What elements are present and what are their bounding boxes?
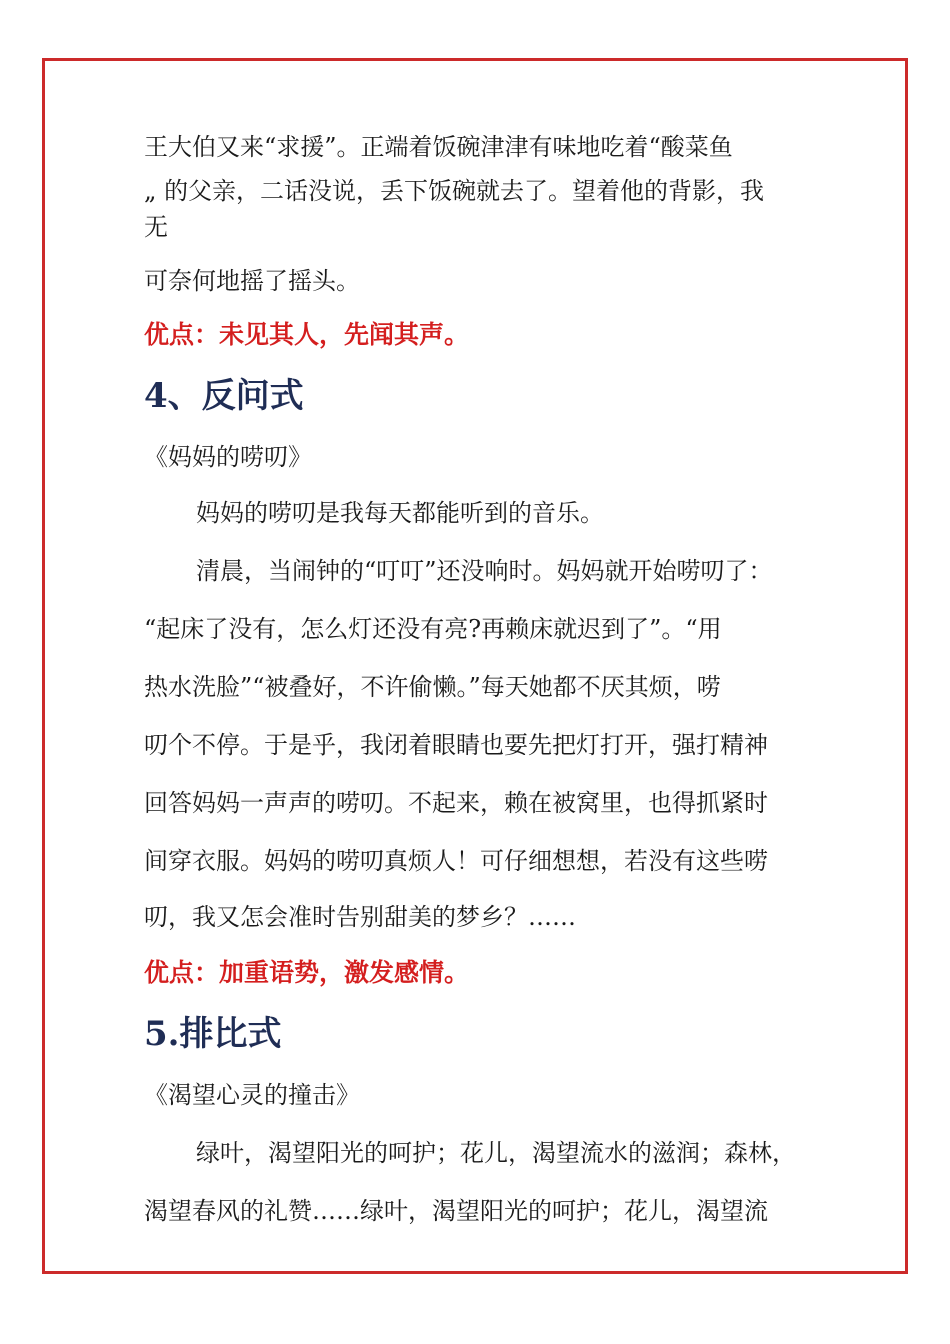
paragraph-line: 清晨，当闹钟的“叮叮”还没响时。妈妈就开始唠叨了： — [196, 557, 773, 585]
essay-title: 《妈妈的唠叨》 — [144, 443, 312, 471]
essay-title: 《渴望心灵的撞击》 — [144, 1081, 360, 1109]
paragraph-line: 无 — [144, 213, 168, 241]
paragraph-line: 渴望春风的礼赞……绿叶，渴望阳光的呵护；花儿，渴望流 — [144, 1197, 768, 1225]
paragraph-line: 妈妈的唠叨是我每天都能听到的音乐。 — [196, 499, 604, 527]
paragraph-line: 间穿衣服。妈妈的唠叨真烦人！可仔细想想，若没有这些唠 — [144, 847, 768, 875]
paragraph-line: 王大伯又来“求援”。正端着饭碗津津有味地吃着“酸菜鱼 — [144, 133, 733, 161]
paragraph-line: 回答妈妈一声声的唠叨。不起来，赖在被窝里，也得抓紧时 — [144, 789, 768, 817]
paragraph-line: 叨，我又怎会准时告别甜美的梦乡？…… — [144, 903, 576, 931]
merit-note: 优点：加重语势，激发感情。 — [144, 958, 470, 987]
section-heading: 4、反问式 — [144, 376, 304, 416]
paragraph-line: „ 的父亲，二话没说，丢下饭碗就去了。望着他的背影，我 — [144, 177, 765, 205]
paragraph-line: 热水洗脸”“被叠好，不许偷懒。”每天她都不厌其烦，唠 — [144, 673, 721, 701]
paragraph-line: 绿叶，渴望阳光的呵护；花儿，渴望流水的滋润；森林， — [196, 1139, 796, 1167]
paragraph-line: “起床了没有，怎么灯还没有亮?再赖床就迟到了”。“用 — [144, 615, 722, 643]
merit-note: 优点：未见其人，先闻其声。 — [144, 320, 470, 349]
paragraph-line: 可奈何地摇了摇头。 — [144, 267, 360, 295]
paragraph-line: 叨个不停。于是乎，我闭着眼睛也要先把灯打开，强打精神 — [144, 731, 768, 759]
section-heading: 5.排比式 — [144, 1014, 282, 1054]
